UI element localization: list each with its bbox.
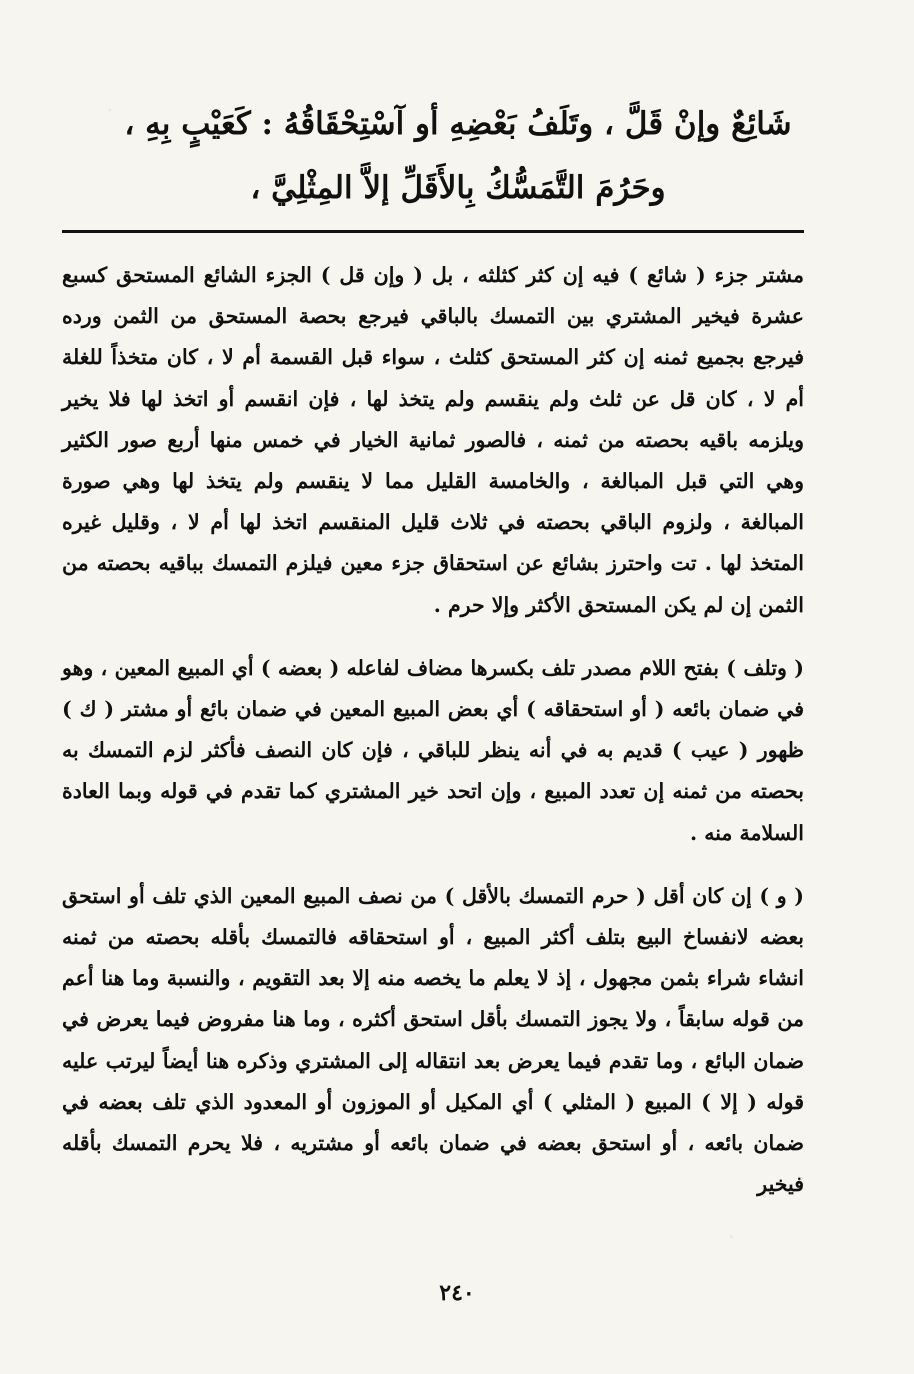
- page-number: ٢٤٠: [439, 1280, 475, 1306]
- paragraph: ( و ) إن كان أقل ( حرم التمسك بالأقل ) من نصف المبيع المعين الذي تلف أو استحق بعضه لانفساخ البيع بتلف أكثر المبيع ، أو استحقاقه فالتمسك بأقله بحصته من ثمنه انشاء شراء بثمن مجهول ، إذ لا يعلم ما يخصه منه إلا بعد التقويم ، والنسبة وما هنا أعم من قوله سابقاً ، ولا يجوز التمسك بأقل استحق أكثره ، وما هنا مفروض فيما يعرض في ضمان البائع ، وما تقدم فيما يعرض بعد انتقاله إلى المشتري وذكره هنا أيضاً ليرتب عليه قوله ( إلا ) المبيع ( المثلي ) أي المكيل أو الموزون أو المعدود الذي تلف بعضه في ضمان بائعه ، أو استحق بعضه في ضمان بائعه أو مشتريه ، فلا يحرم التمسك بأقله فيخير: [62, 883, 804, 1197]
- paragraph: مشتر جزء ( شائع ) فيه إن كثر كثلثه ، بل ( وإن قل ) الجزء الشائع المستحق كسبع عشرة فيخير المشتري بين التمسك بالباقي فيرجع بحصة المستحق من الثمن ورده فيرجع بجميع ثمنه إن كثر المستحق كثلث ، سواء قبل القسمة أم لا ، كان متخذاً للغلة أم لا ، كان قل عن ثلث ولم ينقسم ولم يتخذ لها ، فإن انقسم أو اتخذ لها فلا يخير ويلزمه باقيه بحصته من ثمنه ، فالصور ثمانية الخيار في خمس منها أربع صور الكثير وهي التي قبل المبالغة ، والخامسة القليل مما لا ينقسم ولم يتخذ لها وهي صورة المبالغة ، ولزوم الباقي بحصته في ثلاث قليل المنقسم اتخذ لها أم لا ، وقليل غيره المتخذ لها . تت واحترز بشائع عن استحقاق جزء معين فيلزم التمسك بباقيه بحصته من الثمن إن لم يكن المستحق الأكثر وإلا حرم .: [62, 263, 804, 617]
- commentary-text: [62, 255, 804, 1205]
- paragraph: ( وتلف ) بفتح اللام مصدر تلف بكسرها مضاف لفاعله ( بعضه ) أي المبيع المعين ، وهو في ضمان بائعه ( أو استحقاقه ) أي بعض المبيع المعين في ضمان بائع أو مشتر ( ك ) ظهور ( عيب ) قديم به في أنه ينظر للباقي ، فإن كان النصف فأكثر لزم التمسك به بحصته من ثمنه إن تعدد المبيع ، وإن اتحد خير المشتري كما تقدم في قوله وبما العادة السلامة منه .: [62, 655, 804, 845]
- matn-heading: شَائِعٌ وإنْ قَلَّ ، وتَلَفُ بَعْضِهِ أو آسْتِحْقَاقُهُ : كَعَيْبٍ بِهِ ، وحَرُمَ التَّمَسُّكُ بِالأَقَلِّ إلاَّ المِثْلِيَّ ،: [124, 106, 792, 206]
- heading-divider: [62, 230, 804, 233]
